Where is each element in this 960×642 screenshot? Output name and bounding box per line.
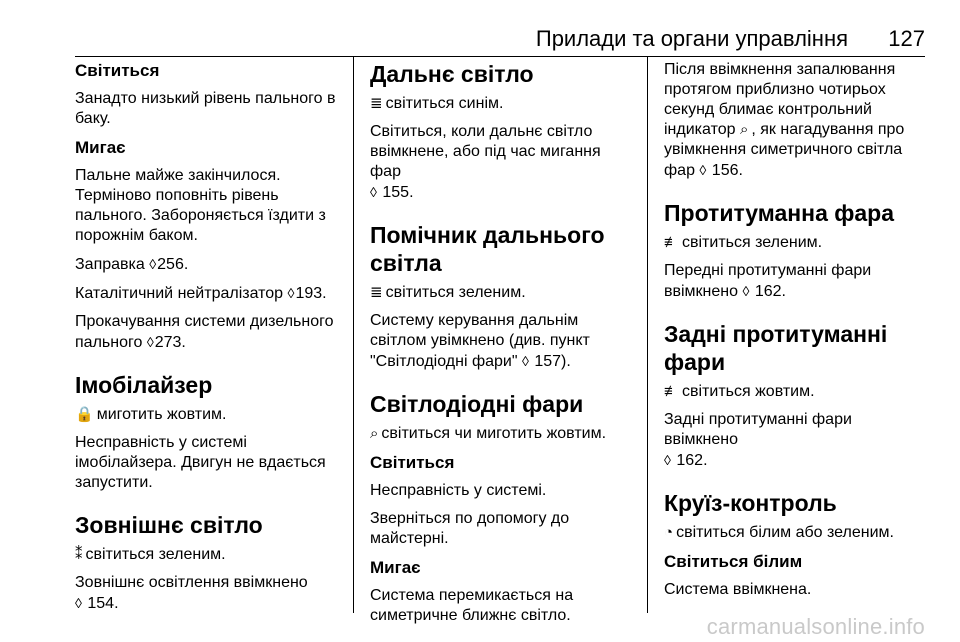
front-fog-reference: Передні протитуманні фари ввімкнено ◊ 162. <box>664 262 872 300</box>
headlight-warning-icon: ⌕ <box>370 425 379 442</box>
heading-lit: Світиться <box>370 453 455 472</box>
front-fog-status: ≢ світиться зеленим. <box>664 234 823 251</box>
paragraph: Зверніться по допомогу до майстерні. <box>370 510 570 547</box>
page-ref-icon: ◊ <box>287 285 295 301</box>
cruise-control-icon: ◔ <box>664 524 674 541</box>
page-ref-icon: ◊ <box>664 452 671 468</box>
page-title: Прилади та органи управління <box>535 26 848 51</box>
high-beam-reference: Світиться, коли дальнє світло ввімкнене, або під час мигання фар ◊ 155. <box>370 123 601 201</box>
heading-led-headlights: Світлодіодні фари <box>370 391 584 417</box>
heading-blink: Мигає <box>370 558 421 577</box>
page-ref-icon: ◊ <box>521 353 529 369</box>
heading-exterior-light: Зовнішнє світло <box>75 512 263 538</box>
rear-fog-reference: Задні протитуманні фари ввімкнено ◊ 162. <box>664 411 852 469</box>
column-3 <box>664 60 924 608</box>
heading-rear-fog: Задні протитуманні фари <box>664 321 888 375</box>
heading-high-beam: Дальнє світло <box>370 61 534 87</box>
immobiliser-icon: 🔒 <box>75 406 94 423</box>
refuel-reference: Заправка ◊256. <box>75 256 189 273</box>
heading-lit-white: Світиться білим <box>664 552 803 571</box>
immobiliser-status: 🔒 миготить жовтим. <box>75 406 227 423</box>
paragraph: Система ввімкнена. <box>664 581 812 598</box>
cruise-status: ◔ світиться білим або зеленим. <box>664 524 894 541</box>
column-1 <box>75 60 343 622</box>
column-2 <box>370 60 635 634</box>
heading-lit: Світиться <box>75 61 160 80</box>
catalyst-reference: Каталітичний нейтралізатор ◊193. <box>75 285 327 302</box>
header-rule <box>75 56 925 57</box>
high-beam-status: ≣ світиться синім. <box>370 95 504 112</box>
page-ref-icon: ◊ <box>742 283 750 299</box>
exterior-light-icon: ⁑ <box>75 546 83 563</box>
heading-front-fog: Протитуманна фара <box>664 200 895 226</box>
rear-fog-status: ≢ світиться жовтим. <box>664 383 815 400</box>
page-ref-icon: ◊ <box>75 595 82 611</box>
paragraph: Занадто низький рівень пального в баку. <box>75 90 336 127</box>
paragraph: Пальне майже закінчилося. Терміново поповніть рівень пального. Забороняється їздити з порожнім баком. <box>75 167 326 244</box>
exterior-light-status: ⁑ світиться зеленим. <box>75 546 226 563</box>
front-fog-icon: ≢ <box>664 234 679 251</box>
high-beam-assist-icon: ≣ <box>370 284 383 301</box>
paragraph: Після ввімкнення запалювання протягом приблизно чотирьох секунд блимає контрольний індикатор ⌕ , як нагадування про увімкнення симетричного світла фар ◊ 156. <box>664 61 905 179</box>
led-status: ⌕ світиться чи миготить жовтим. <box>370 425 607 442</box>
high-beam-icon: ≣ <box>370 95 383 112</box>
diesel-reference: Прокачування системи дизельного пального ◊273. <box>75 313 334 351</box>
page-ref-icon: ◊ <box>146 334 154 350</box>
high-beam-assist-reference: Систему керування дальнім світлом увімкнено (див. пункт "Світлодіодні фари" ◊ 157). <box>370 312 590 370</box>
paragraph: Несправність у системі імобілайзера. Двигун не вдається запустити. <box>75 434 326 491</box>
page-ref-icon: ◊ <box>370 184 377 200</box>
heading-cruise-control: Круїз-контроль <box>664 490 837 516</box>
heading-blink: Мигає <box>75 138 126 157</box>
high-beam-assist-status: ≣ світиться зеленим. <box>370 284 526 301</box>
column-divider-1 <box>353 57 354 613</box>
rear-fog-icon: ≢ <box>664 383 679 400</box>
exterior-light-reference: Зовнішнє освітлення ввімкнено ◊ 154. <box>75 574 308 612</box>
watermark: carmanualsonline.info <box>706 614 925 639</box>
page-number: 127 <box>888 26 925 51</box>
heading-immobiliser: Імобілайзер <box>75 372 213 398</box>
page-header <box>0 0 960 56</box>
page-ref-icon: ◊ <box>699 162 707 178</box>
paragraph: Система перемикається на симетричне ближнє світло. <box>370 587 574 624</box>
column-divider-2 <box>647 57 648 613</box>
paragraph: Несправність у системі. <box>370 482 547 499</box>
headlight-warning-icon: ⌕ <box>739 121 749 138</box>
heading-high-beam-assist: Помічник дальнього світла <box>370 222 605 276</box>
page-ref-icon: ◊ <box>149 256 157 272</box>
